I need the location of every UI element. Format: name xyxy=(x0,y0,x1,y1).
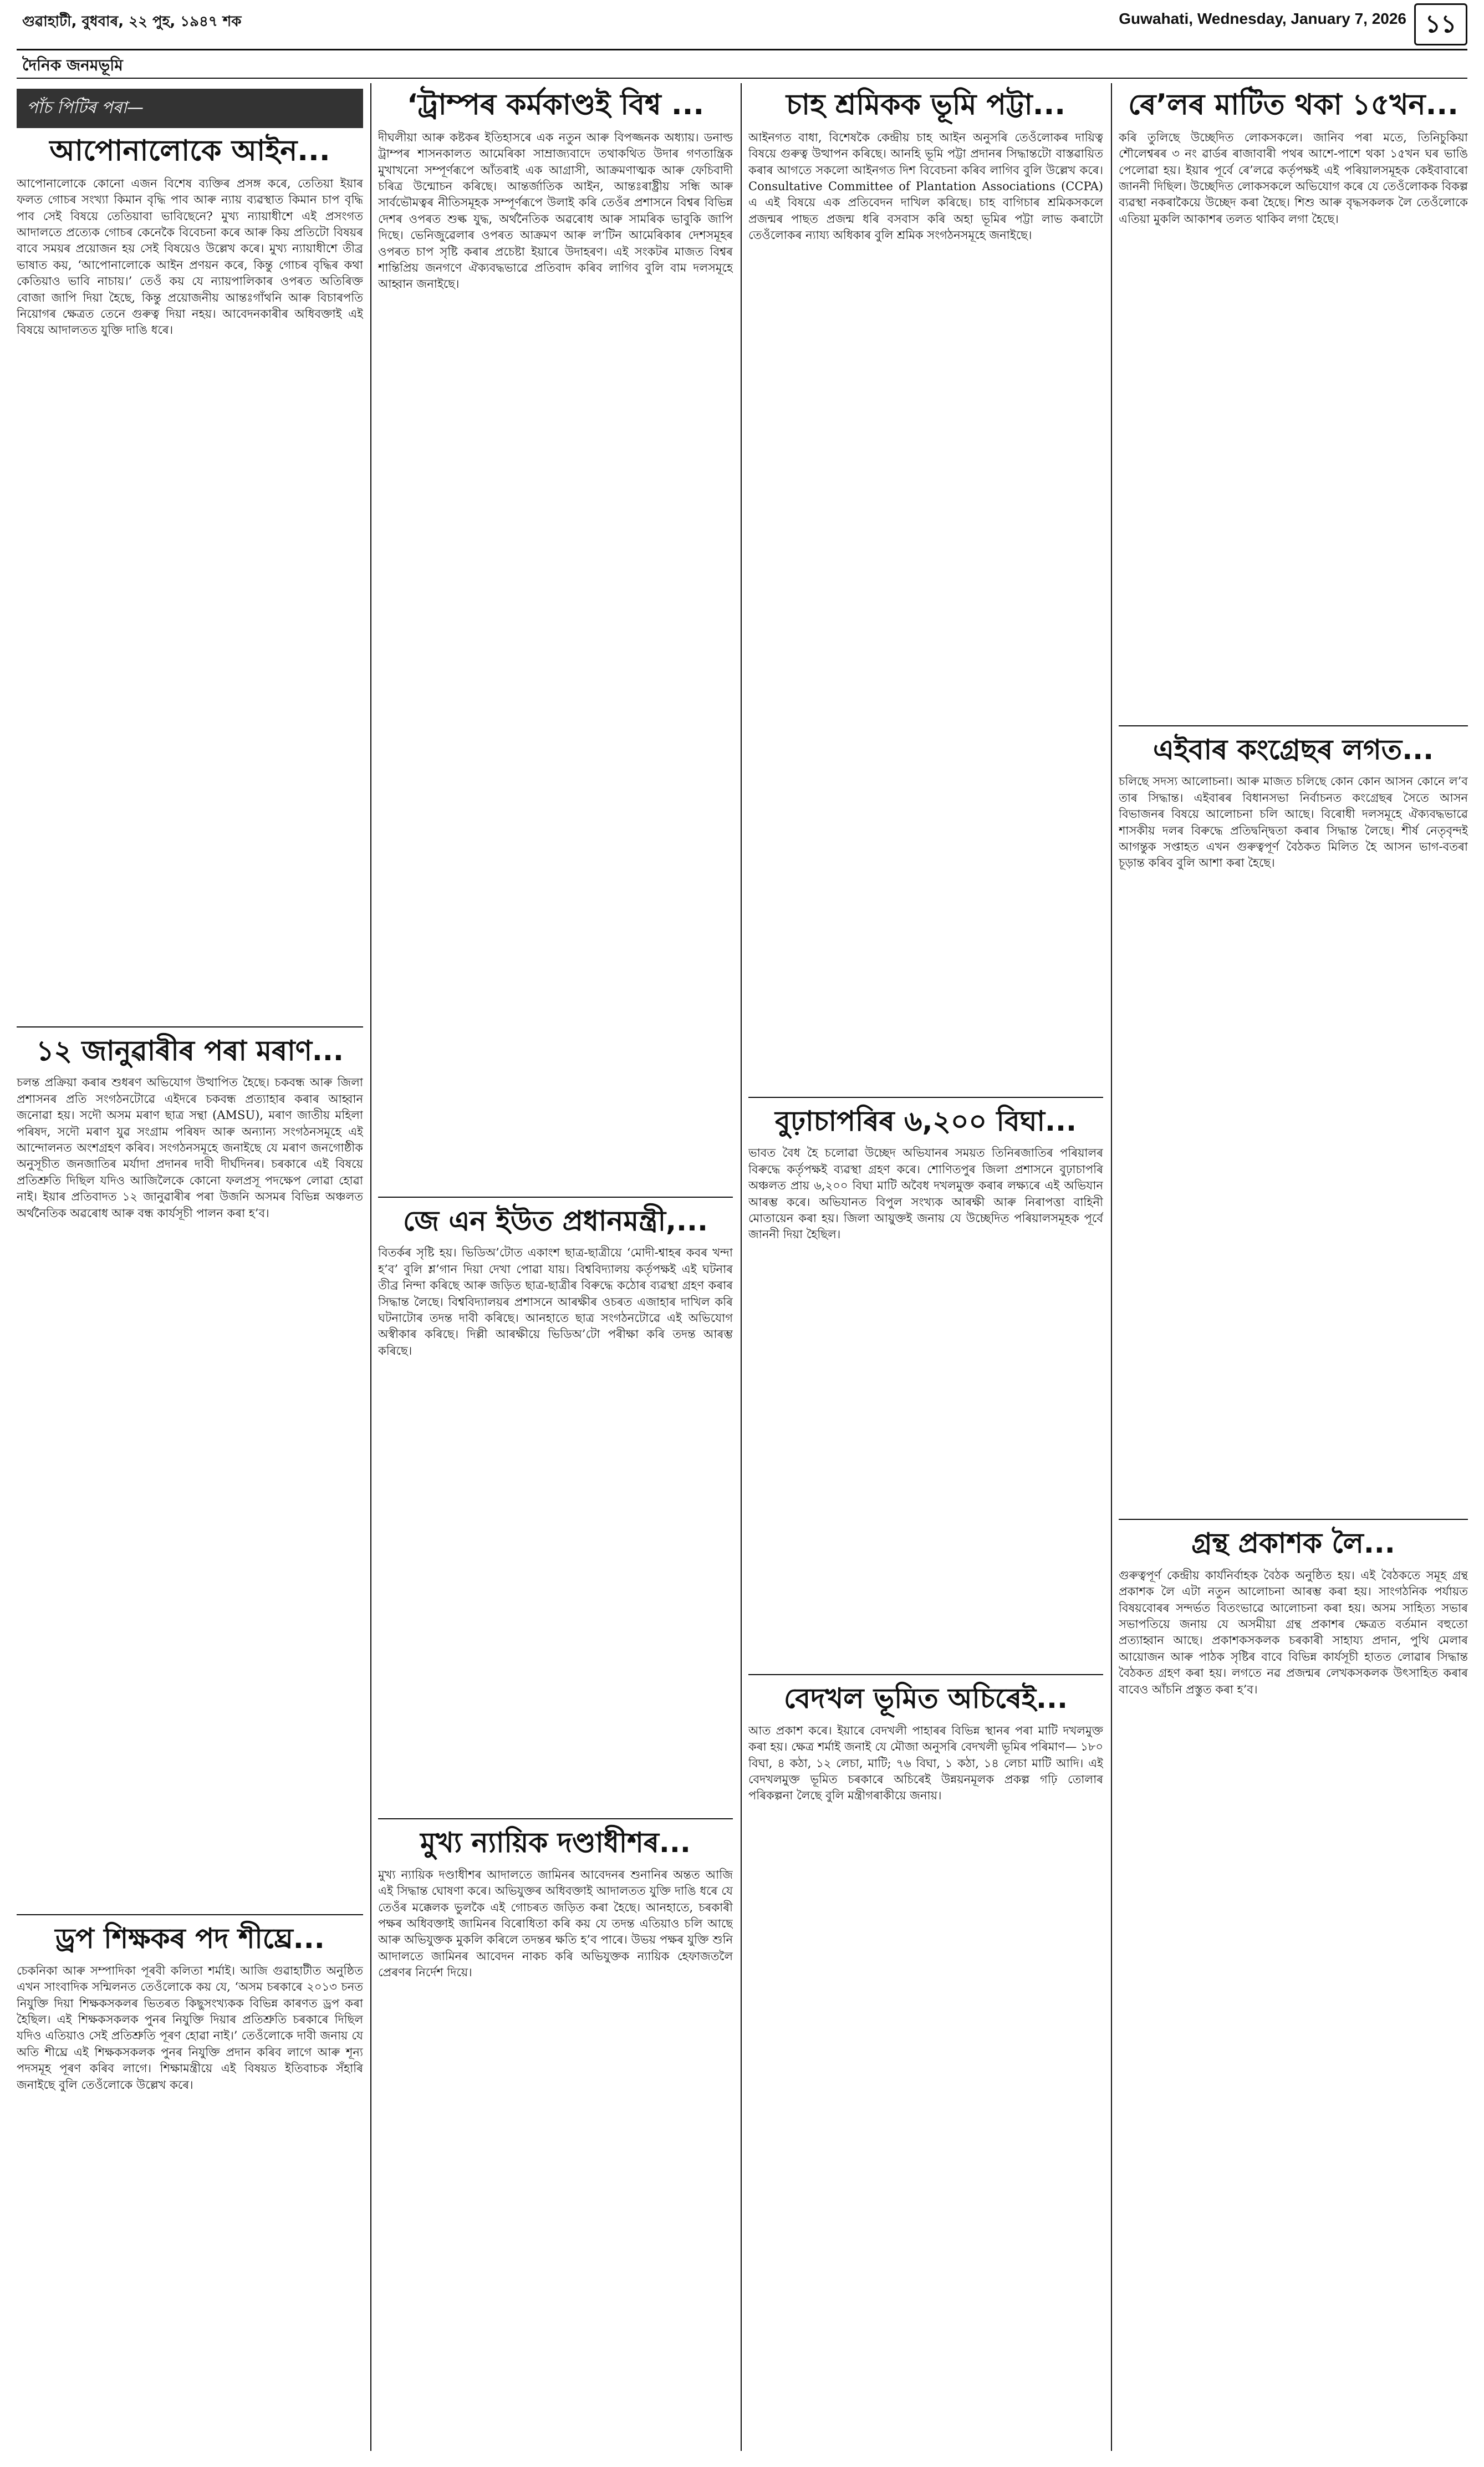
headline: ১২ জানুৱাৰীৰ পৰা মৰাণ... xyxy=(36,1034,344,1067)
article-divider xyxy=(1119,1519,1468,1520)
header-divider-bottom xyxy=(17,78,1467,79)
column-divider xyxy=(1111,83,1112,2451)
article-divider xyxy=(17,1026,363,1028)
headline: ড্ৰপ শিক্ষকৰ পদ শীঘ্ৰে... xyxy=(55,1922,325,1955)
article-divider xyxy=(748,1097,1103,1098)
article-body: আইনগত বাধা, বিশেষকৈ কেন্দ্ৰীয় চাহ আইন অনুসৰি তেওঁলোকৰ দায়িত্ব বিষয়ে গুৰুত্ব উত্থাপন কৰিছে। আনহি ভূমি পট্টা প্ৰদানৰ সিদ্ধান্তটো বাস্তৱায়িত কৰাৰ আগতে সকলো আইনগত দিশ বিবেচনা কৰিব লাগিব বুলি উল্লেখ কৰে। Consultative Committee of Plantation Associations (CCPA) এ এই বিষয়ে এক প্ৰতিবেদন দাখিল কৰিছে। চাহ বাগিচাৰ শ্ৰমিকসকলে প্ৰজন্মৰ পাছত প্ৰজন্ম ধৰি বসবাস কৰি অহা ভূমিৰ পট্টা লাভ কৰাটো তেওঁলোকৰ ন্যায্য অধিকাৰ বুলি শ্ৰমিক সংগঠনসমূহে জনাইছে। xyxy=(748,130,1103,242)
article-body: দীঘলীয়া আৰু কষ্টকৰ ইতিহাসৰে এক নতুন আৰু বিপজ্জনক অধ্যায়। ডনাল্ড ট্ৰাম্পৰ শাসনকালত আমেৰিকা সাম্ৰাজ্যবাদে তথাকথিত উদাৰ গণতান্ত্ৰিক মুখাখনো সম্পূৰ্ণৰূপে আঁতৰাই এক আগ্ৰাসী, আক্ৰমণাত্মক আৰু ফেচিবাদী চৰিত্ৰ উন্মোচন কৰিছে। আন্তৰ্জাতিক আইন, আন্তঃৰাষ্ট্ৰীয় সন্ধি আৰু সাৰ্বভৌমত্বৰ নীতিসমূহক সম্পূৰ্ণৰূপে উলাই কৰি তেওঁৰ প্ৰশাসনে বিশ্বৰ বিভিন্ন দেশৰ ওপৰত শুল্ক যুদ্ধ, অৰ্থনৈতিক অৱৰোধ আৰু সামৰিক ভাবুকি জাপি দিছে। ভেনিজুৱেলাৰ ওপৰত আক্ৰমণ আৰু ল’টিন আমেৰিকাৰ দেশসমূহৰ ওপৰত চাপ সৃষ্টি কৰাৰ প্ৰচেষ্টা ইয়াৰে উদাহৰণ। এই সংকটৰ মাজত বিশ্বৰ শান্তিপ্ৰিয় জনগণে ঐক্যবদ্ধভাৱে প্ৰতিবাদ কৰিব লাগিব বুলি বাম দলসমূহে আহ্বান জনাইছে। xyxy=(378,130,733,291)
headline: এইবাৰ কংগ্ৰেছৰ লগত... xyxy=(1152,733,1434,766)
headline: জে এন ইউত প্ৰধানমন্ত্ৰী,... xyxy=(402,1204,708,1237)
headline: বুঢ়াচাপৰিৰ ৬,২০০ বিঘা... xyxy=(775,1105,1077,1137)
headline: ৰে’লৰ মাটিত থকা ১৫খন... xyxy=(1128,88,1458,121)
column-divider xyxy=(741,83,742,2451)
article-body: চেকনিকা আৰু সম্পাদিকা পূৰবী কলিতা শৰ্মাই। আজি গুৱাহাটীত অনুষ্ঠিত এখন সাংবাদিক সন্মিলনত তেওঁলোকে কয় যে, ‘অসম চৰকাৰে ২০১৩ চনত নিযুক্তি দিয়া শিক্ষকসকলৰ ভিতৰত কিছুসংখ্যকক বিভিন্ন কাৰণত ড্ৰপ কৰা হৈছিল। এই শিক্ষকসকলক পুনৰ নিযুক্তি দিয়াৰ প্ৰতিশ্ৰুতি চৰকাৰে দিছিল যদিও এতিয়াও সেই প্ৰতিশ্ৰুতি পূৰণ হোৱা নাই।’ তেওঁলোকে দাবী জনায় যে অতি শীঘ্ৰে এই শিক্ষকসকলক পুনৰ নিযুক্তি প্ৰদান কৰিব লাগে আৰু শূন্য পদসমূহ পূৰণ কৰিব লাগে। শিক্ষামন্ত্ৰীয়ে এই বিষয়ত ইতিবাচক সঁহাৰি জনাইছে বুলি তেওঁলোকে উল্লেখ কৰে। xyxy=(17,1964,363,2092)
header-divider xyxy=(17,49,1467,50)
article-body: আপোনালোকে কোনো এজন বিশেষ ব্যক্তিৰ প্ৰসঙ্গ কৰে, তেতিয়া ইয়াৰ ফলত গোচৰ সংখ্যা কিমান বৃদ্ধি পাব আৰু ন্যায় ব্যৱস্থাত কিমান চাপ বৃদ্ধি পাব সেই বিষয়ে তেতিয়াবা ভাবিছেনে? মুখ্য ন্যায়াধীশে এই প্ৰসংগত আদালতে প্ৰত্যেক গোচৰ কেনেকৈ বিবেচনা কৰে আৰু কিয় প্ৰতিটো বিষয়ৰ বাবে সময়ৰ প্ৰয়োজন হয় সেই বিষয়েও উল্লেখ কৰে। মুখ্য ন্যায়াধীশে তীব্ৰ ভাষাত কয়, ‘আপোনালোকে আইন প্ৰণয়ন কৰে, কিন্তু গোচৰ বৃদ্ধিৰ কথা কেতিয়াও ভাবি নাচায়।’ তেওঁ কয় যে ন্যায়পালিকাৰ ওপৰত অতিৰিক্ত বোজা জাপি দিয়া হৈছে, কিন্তু প্ৰয়োজনীয় আন্তঃগাঁথনি আৰু বিচাৰপতি নিয়োগৰ ক্ষেত্ৰত তেনে গুৰুত্ব দিয়া নহয়। আবেদনকাৰীৰ অধিবক্তাই এই বিষয়ে আদালতত যুক্তি দাঙি ধৰে। xyxy=(17,176,363,337)
column-3 xyxy=(748,83,1103,2451)
article-divider xyxy=(17,1914,363,1915)
header-left-date: গুৱাহাটী, বুধবাৰ, ২২ পুহ, ১৯৪৭ শক xyxy=(22,13,242,30)
headline: গ্ৰন্থ প্ৰকাশক লৈ... xyxy=(1191,1527,1395,1560)
page-number: ১১ xyxy=(1414,3,1467,45)
article-body: বিতৰ্কৰ সৃষ্টি হয়। ভিডিঅ’টোত একাংশ ছাত্ৰ-ছাত্ৰীয়ে ‘মোদী-শ্বাহৰ কবৰ খন্দা হ’ব’ বুলি শ্ল’গান দিয়া দেখা পোৱা যায়। বিশ্ববিদ্যালয় কৰ্তৃপক্ষই এই ঘটনাৰ তীব্ৰ নিন্দা কৰিছে আৰু জড়িত ছাত্ৰ-ছাত্ৰীৰ বিৰুদ্ধে কঠোৰ ব্যৱস্থা গ্ৰহণ কৰাৰ সিদ্ধান্ত লৈছে। বিশ্ববিদ্যালয়ৰ প্ৰশাসনে আৰক্ষীৰ ওচৰত এজাহাৰ দাখিল কৰি ঘটনাটোৰ তদন্ত দাবী কৰিছে। আনহাতে ছাত্ৰ সংগঠনটোৱে এই অভিযোগ অস্বীকাৰ কৰিছে। দিল্লী আৰক্ষীয়ে ভিডিঅ’টো পৰীক্ষা কৰি তদন্ত আৰম্ভ কৰিছে। xyxy=(378,1246,733,1357)
article-body: গুৰুত্বপূৰ্ণ কেন্দ্ৰীয় কাৰ্যনিৰ্বাহক বৈঠক অনুষ্ঠিত হয়। এই বৈঠকতে সমূহ গ্ৰন্থ প্ৰকাশক লৈ এটা নতুন আলোচনা আৰম্ভ কৰা হয়। সাংগঠনিক পৰ্যায়ত বিষয়বোৰৰ সন্দৰ্ভত বিতংভাৱে আলোচনা কৰা হয়। অসম সাহিত্য সভাৰ সভাপতিয়ে জনায় যে অসমীয়া গ্ৰন্থ প্ৰকাশৰ ক্ষেত্ৰত বৰ্তমান বহুতো প্ৰত্যাহ্বান আছে। প্ৰকাশকসকলক চৰকাৰী সাহায্য প্ৰদান, পুথি মেলাৰ আয়োজন আৰু পাঠক সৃষ্টিৰ বাবে বিভিন্ন কাৰ্যসূচী হাতত লোৱাৰ সিদ্ধান্ত বৈঠকত গ্ৰহণ কৰা হয়। লগতে নৱ প্ৰজন্মৰ লেখকসকলক উৎসাহিত কৰাৰ বাবেও আঁচনি প্ৰস্তুত কৰা হ’ব। xyxy=(1119,1568,1468,1696)
column-4 xyxy=(1119,83,1468,2451)
headline: মুখ্য ন্যায়িক দণ্ডাধীশৰ... xyxy=(420,1827,691,1859)
column-1 xyxy=(17,83,363,2451)
article-divider xyxy=(1119,725,1468,726)
article-body: ভাবত বৈধ হৈ চলোৱা উচ্ছেদ অভিযানৰ সময়ত তিনিৰজাতিৰ পৰিয়ালৰ বিৰুদ্ধে কৰ্তৃপক্ষই ব্যৱস্থা গ্ৰহণ কৰে। শোণিতপুৰ জিলা প্ৰশাসনে বুঢ়াচাপৰি অঞ্চলত প্ৰায় ৬,২০০ বিঘা মাটি অবৈধ দখলমুক্ত কৰাৰ লক্ষ্যৰে এই অভিযান আৰম্ভ কৰে। অভিযানত বিপুল সংখ্যক আৰক্ষী আৰু নিৰাপত্তা বাহিনী মোতায়েন কৰা হয়। জিলা আয়ুক্তই জনায় যে উচ্ছেদিত পৰিয়ালসমূহক পূৰ্বে জাননী দিয়া হৈছিল। xyxy=(748,1146,1103,1242)
article-divider xyxy=(748,1674,1103,1675)
masthead: দৈনিক জনমভূমি xyxy=(22,56,123,74)
headline: আপোনালোকে আইন... xyxy=(49,134,330,167)
column-divider xyxy=(370,83,371,2451)
article-body: মুখ্য ন্যায়িক দণ্ডাধীশৰ আদালতে জামিনৰ আবেদনৰ শুনানিৰ অন্তত আজি এই সিদ্ধান্ত ঘোষণা কৰে। অভিযুক্তৰ অধিবক্তাই আদালতত যুক্তি দাঙি ধৰে যে তেওঁৰ মক্কেলক ভুলকৈ এই গোচৰত জড়িত কৰা হৈছে। আনহাতে, চৰকাৰী পক্ষৰ অধিবক্তাই জামিনৰ বিৰোধিতা কৰি কয় যে তদন্ত এতিয়াও চলি আছে আৰু অভিযুক্তক মুকলি কৰিলে তদন্তৰ ক্ষতি হ’ব পাৰে। উভয় পক্ষৰ যুক্তি শুনি আদালতে জামিনৰ আবেদন নাকচ কৰি অভিযুক্তক ন্যায়িক হেফাজতলৈ প্ৰেৰণৰ নিৰ্দেশ দিয়ে। xyxy=(378,1868,733,1980)
headline: ‘ট্ৰাম্পৰ কৰ্মকাণ্ডই বিশ্ব ... xyxy=(406,88,705,121)
article-divider xyxy=(378,1818,733,1819)
article-body: চলিছে সদস্য আলোচনা। আৰু মাজত চলিছে কোন কোন আসন কোনে ল’ব তাৰ সিদ্ধান্ত। এইবাৰৰ বিধানসভা নিৰ্বাচনত কংগ্ৰেছৰ সৈতে আসন বিভাজনৰ বিষয়ে আলোচনা চলি আছে। বিৰোধী দলসমূহে ঐক্যবদ্ধভাৱে শাসকীয় দলৰ বিৰুদ্ধে প্ৰতিদ্বন্দ্বিতা কৰাৰ সিদ্ধান্ত লৈছে। শীৰ্ষ নেতৃবৃন্দই আগন্তুক সপ্তাহত এখন গুৰুত্বপূৰ্ণ বৈঠকত মিলিত হৈ আসন ভাগ-বতৰা চূড়ান্ত কৰিব বুলি আশা কৰা হৈছে। xyxy=(1119,775,1468,870)
column-2 xyxy=(378,83,733,2451)
article-body: কৰি তুলিছে উচ্ছেদিত লোকসকলে। জানিব পৰা মতে, তিনিচুকিয়া শৌলেশ্বৰৰ ৩ নং ৱাৰ্ডৰ ৰাজাবাৰী পথৰ আশে-পাশে থকা ১৫খন ঘৰ ভাঙি পেলোৱা হয়। ইয়াৰ পূৰ্বে ৰে’লৱে কৰ্তৃপক্ষই এই পৰিয়ালসমূহক কেইবাবাৰো জাননী দিছিল। উচ্ছেদিত লোকসকলে অভিযোগ কৰে যে তেওঁলোকক বিকল্প ব্যৱস্থা নকৰাকৈয়ে উচ্ছেদ কৰা হৈছে। শিশু আৰু বৃদ্ধসকলক লৈ তেওঁলোকে এতিয়া মুকলি আকাশৰ তলত থাকিব লগা হৈছে। xyxy=(1119,130,1468,226)
article-body: আত প্ৰকাশ কৰে। ইয়াৰে বেদখলী পাহাৰৰ বিভিন্ন স্থানৰ পৰা মাটি দখলমুক্ত কৰা হয়। ক্ষেত্ৰ শৰ্মাই জনাই যে মৌজা অনুসৰি বেদখলী ভূমিৰ পৰিমাণ— ১৮০ বিঘা, ৪ কঠা, ১২ লেচা, মাটি; ৭৬ বিঘা, ১ কঠা, ১৪ লেচা মাটি আদি। এই বেদখলমুক্ত ভূমিত চৰকাৰে অচিৰেই উন্নয়নমূলক প্ৰকল্প গঢ়ি তোলাৰ পৰিকল্পনা লৈছে বুলি মন্ত্ৰীগৰাকীয়ে জনায়। xyxy=(748,1723,1103,1803)
headline: চাহ শ্ৰমিকক ভূমি পট্টা... xyxy=(786,88,1065,121)
article-body: চলন্ত প্ৰক্ৰিয়া কৰাৰ শুধৰণ অভিযোগ উত্থাপিত হৈছে। চকবন্ধ আৰু জিলা প্ৰশাসনৰ প্ৰতি সংগঠনটোৱে এইদৰে চকবন্ধ প্ৰত্যাহাৰ কৰাৰ আহ্বান জনোৱা হয়। সদৌ অসম মৰাণ ছাত্ৰ সন্থা (AMSU), মৰাণ জাতীয় মহিলা পৰিষদ, সদৌ মৰাণ যুৱ সংগ্ৰাম পৰিষদ আৰু অন্যান্য সংগঠনসমূহে এই আন্দোলনত অংশগ্ৰহণ কৰিব। সংগঠনসমূহে জনাইছে যে মৰাণ জনগোষ্ঠীক অনুসূচীত জনজাতিৰ মৰ্যাদা প্ৰদানৰ দাবী দীৰ্ঘদিনৰ। চৰকাৰে এই বিষয়ে প্ৰতিশ্ৰুতি দিছিল যদিও আজিলৈকে কোনো ফলপ্ৰসূ পদক্ষেপ লোৱা হোৱা নাই। ইয়াৰ প্ৰতিবাদত ১২ জানুৱাৰীৰ পৰা উজনি অসমৰ বিভিন্ন অঞ্চলত অৰ্থনৈতিক অৱৰোধ আৰু বন্ধ কাৰ্যসূচী পালন কৰা হ’ব। xyxy=(17,1076,363,1220)
page-header xyxy=(0,0,1484,83)
header-right-date: Guwahati, Wednesday, January 7, 2026 xyxy=(1119,10,1406,27)
headline: বেদখল ভূমিত অচিৰেই... xyxy=(784,1682,1068,1715)
section-tab: পাঁচ পিটিৰ পৰা— xyxy=(17,89,363,128)
article-divider xyxy=(378,1197,733,1198)
